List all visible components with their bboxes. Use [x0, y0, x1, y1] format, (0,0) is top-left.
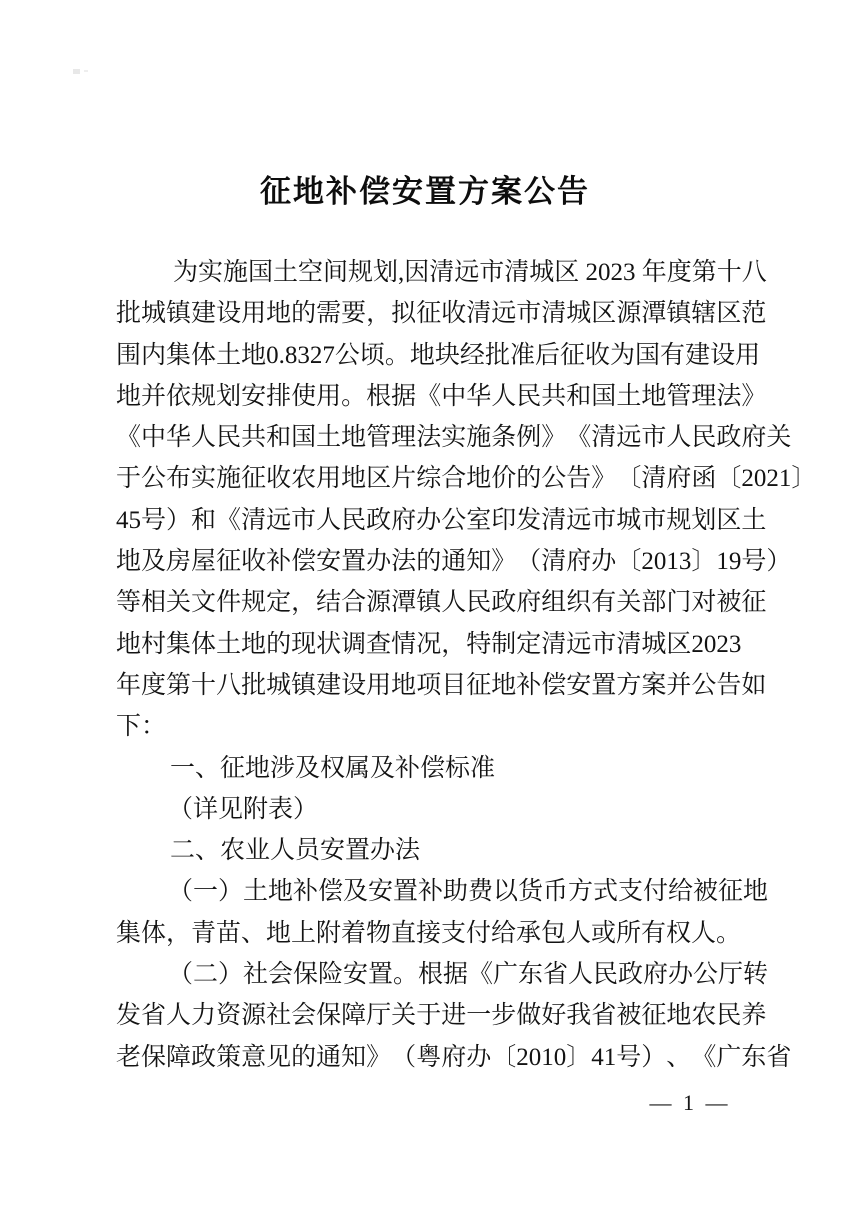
body-line: 于 公 布 实 施 征 收 农 用 地 区 片 综 合 地 价 的 公 告 》 〔 清 府 函 〔 2 0 2 1 〕: [116, 465, 817, 493]
page-title: 征地补偿安置方案公告: [260, 174, 590, 209]
body-line: 集体，青苗、地上附着物直接支付给承包人或所有权人。: [116, 919, 742, 947]
body-line: 为实施国土空间规划,因清远市清城区 2023 年度第十八: [173, 259, 767, 286]
body-line: 老 保 障 政 策 意 见 的 通 知 》 （ 粤 府 办 〔 2 0 1 0 〕 4 1 号 ） 、 《 广 东 省: [116, 1043, 792, 1071]
page-number: [0, 1090, 850, 1116]
scan-artifact-speck: [73, 69, 80, 74]
section-heading-2: 二、农业人员安置办法: [170, 837, 421, 865]
body-line: 地 村 集 体 土 地 的 现 状 调 查 情 况 ， 特 制 定 清 远 市 清 城 区 2 0 2 3: [116, 630, 742, 658]
body-line: （一）土地补偿及安置补助费以货币方式支付给被征地: [168, 878, 769, 906]
page-number-value: — 1 —: [649, 1090, 731, 1115]
body-line: 围 内 集 体 土 地 0 . 8 3 2 7 公 顷 。 地 块 经 批 准 后 征 收 为 国 有 建 设 用: [116, 341, 761, 369]
scan-artifact-speck-secondary: [84, 70, 88, 72]
section-heading-1: 一、征地涉及权属及补偿标准: [170, 754, 496, 782]
body-line: 下：: [116, 713, 167, 741]
body-line: （二）社会保险安置。根据《广东省人民政府办公厅转: [168, 961, 769, 989]
body-line: 4 5 号 ） 和 《 清 远 市 人 民 政 府 办 公 室 印 发 清 远 市 城 市 规 划 区 土: [116, 506, 767, 534]
section-note-attachment: （详见附表）: [168, 795, 319, 823]
body-line: 批 城 镇 建 设 用 地 的 需 要 ， 拟 征 收 清 远 市 清 城 区 源 潭 镇 辖 区 范: [116, 300, 767, 328]
document-body: [116, 252, 817, 1078]
body-line: 等 相 关 文 件 规 定 ， 结 合 源 潭 镇 人 民 政 府 组 织 有 关 部 门 对 被 征: [116, 589, 767, 617]
body-line: 地 及 房 屋 征 收 补 偿 安 置 办 法 的 通 知 》 （ 清 府 办 〔 2 0 1 3 〕 1 9 号 ）: [116, 548, 792, 576]
body-line: 发 省 人 力 资 源 社 会 保 障 厅 关 于 进 一 步 做 好 我 省 被 征 地 农 民 养: [116, 1002, 767, 1030]
body-line: 《 中 华 人 民 共 和 国 土 地 管 理 法 实 施 条 例 》 《 清 远 市 人 民 政 府 关: [116, 424, 792, 452]
body-line: 年 度 第 十 八 批 城 镇 建 设 用 地 项 目 征 地 补 偿 安 置 方 案 并 公 告 如: [116, 671, 767, 699]
body-line: 地 并 依 规 划 安 排 使 用 。 根 据 《 中 华 人 民 共 和 国 土 地 管 理 法 》: [116, 382, 767, 410]
